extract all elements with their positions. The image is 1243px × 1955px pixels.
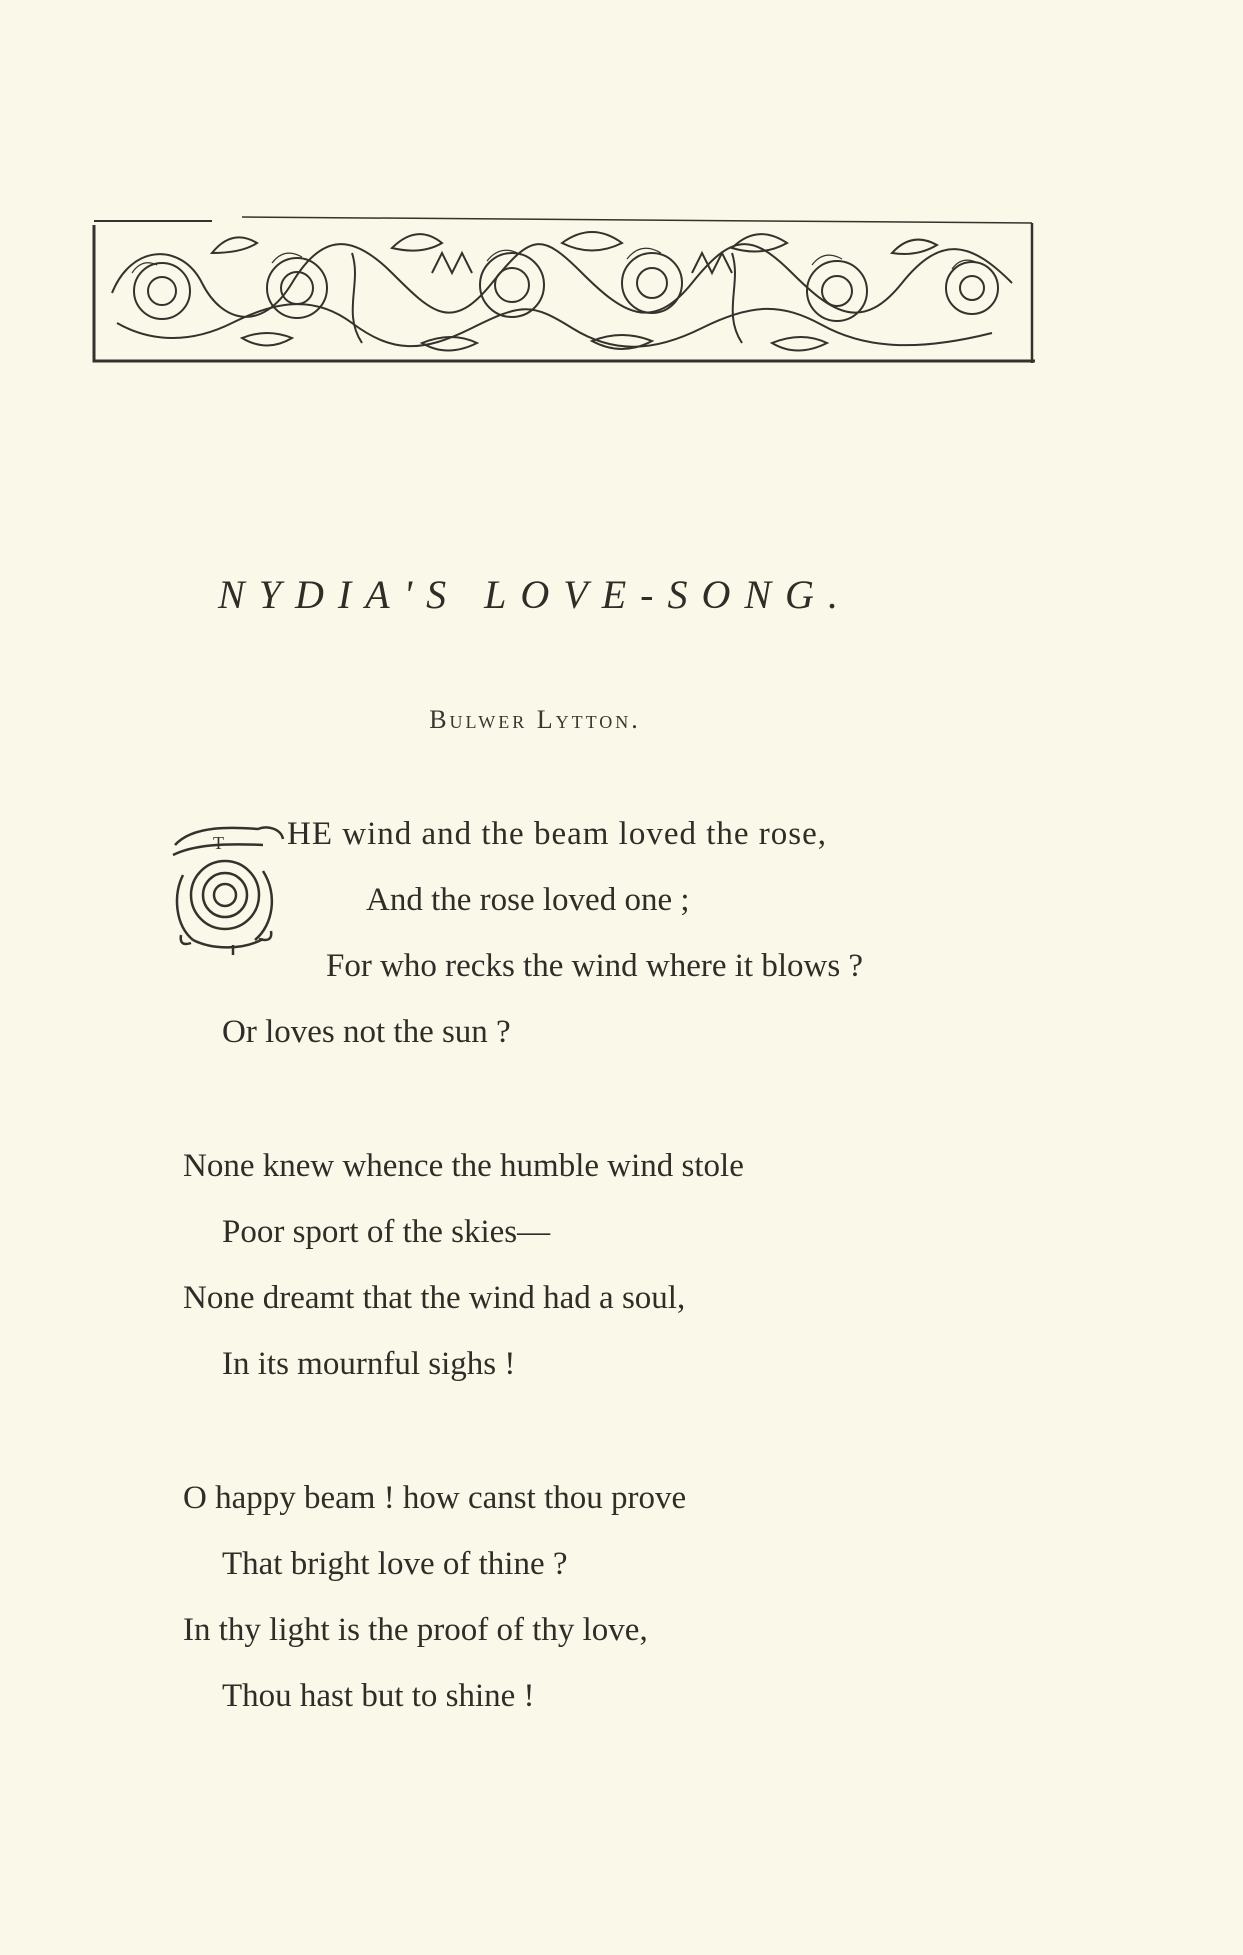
- stanza-2-line-2: Poor sport of the skies—: [222, 1214, 551, 1250]
- svg-text:T: T: [213, 833, 224, 853]
- stanza-3-line-4: Thou hast but to shine !: [222, 1678, 535, 1714]
- stanza-2-line-1: None knew whence the humble wind stole: [183, 1148, 744, 1184]
- poem-author: Bulwer Lytton.: [429, 705, 641, 734]
- stanza-3-line-2: That bright love of thine ?: [222, 1546, 568, 1582]
- stanza-1-line-3: For who recks the wind where it blows ?: [326, 948, 864, 984]
- stanza-1-line-1: HE wind and the beam loved the rose,: [287, 816, 828, 852]
- stanza-2-line-3: None dreamt that the wind had a soul,: [183, 1280, 686, 1316]
- stanza-1-line-2: And the rose loved one ;: [366, 882, 690, 918]
- stanza-2-line-4: In its mournful sighs !: [222, 1346, 516, 1382]
- ornamental-drop-cap-icon: [163, 815, 291, 955]
- poem-title: NYDIA'S LOVE-SONG.: [218, 572, 852, 617]
- stanza-3-line-1: O happy beam ! how canst thou prove: [183, 1480, 687, 1516]
- floral-headpiece-icon: [92, 213, 1037, 365]
- stanza-1-line-4: Or loves not the sun ?: [222, 1014, 511, 1050]
- stanza-3-line-3: In thy light is the proof of thy love,: [183, 1612, 648, 1648]
